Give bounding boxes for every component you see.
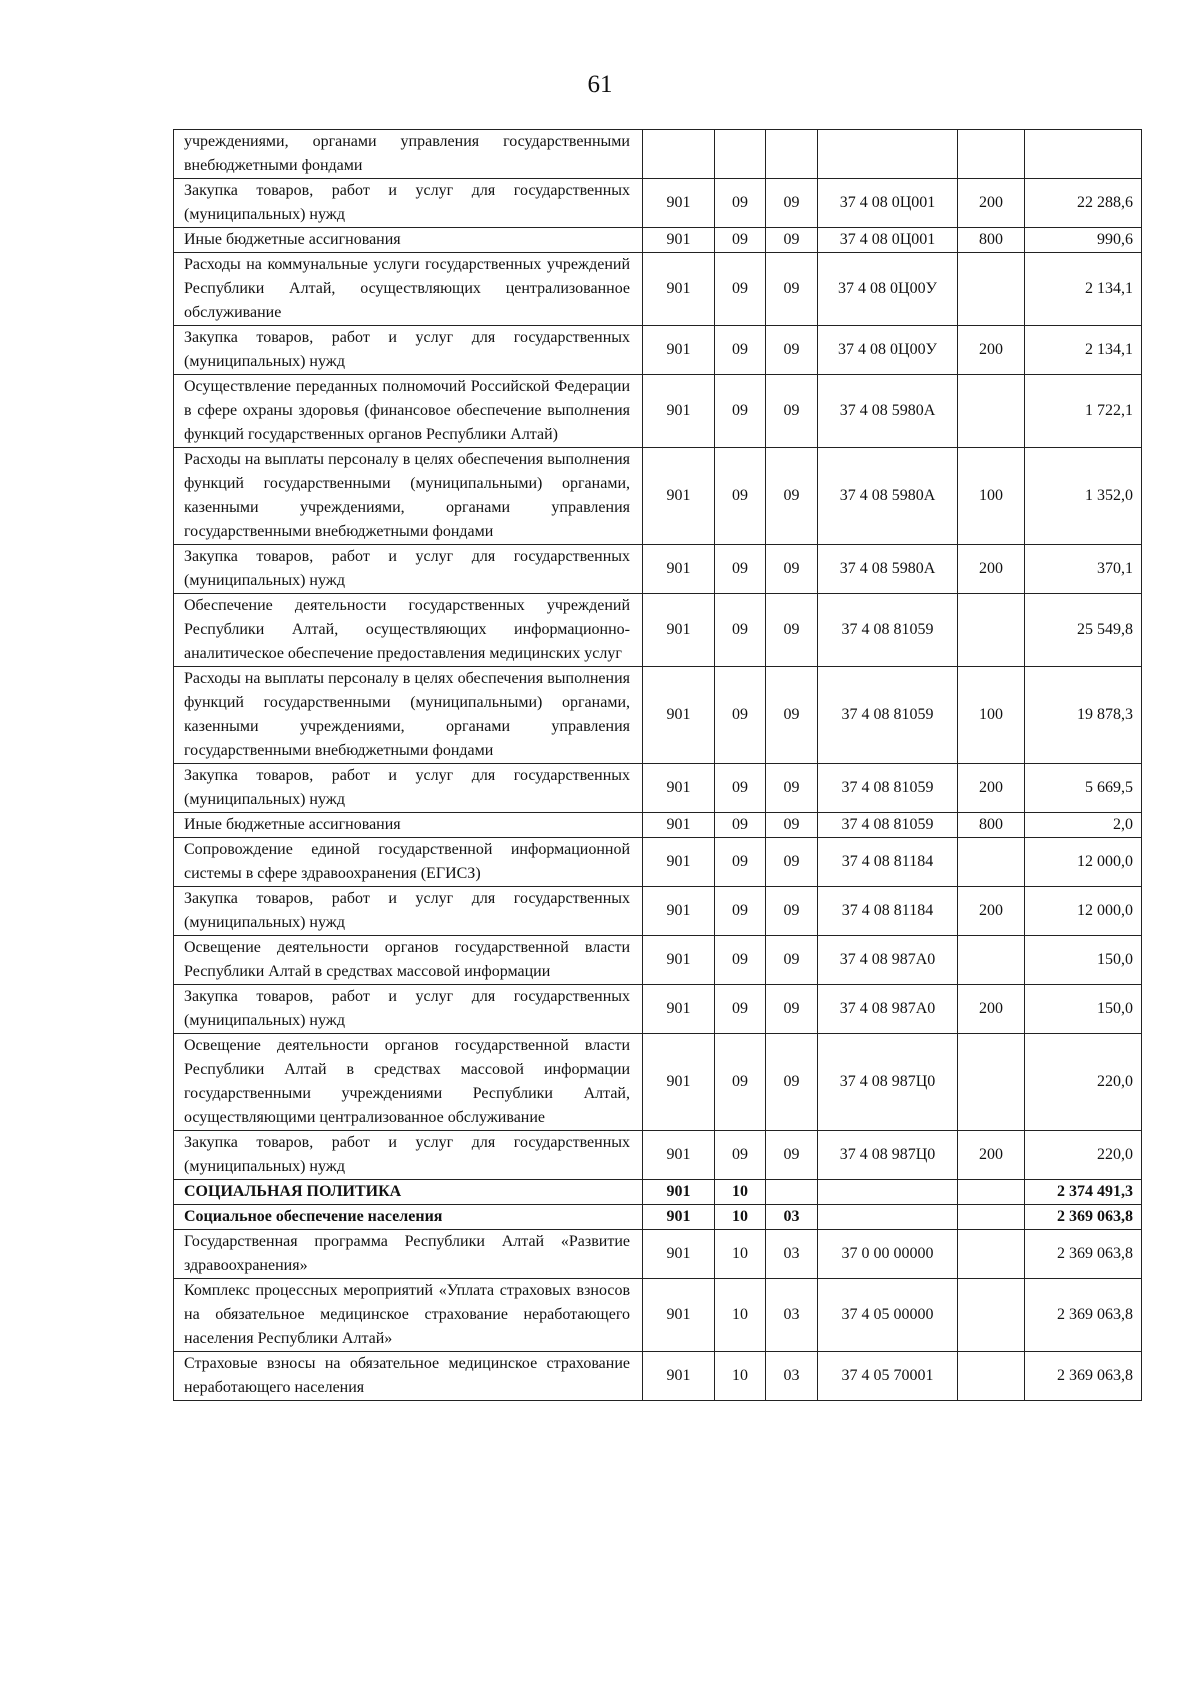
cell-subsection: 09 (766, 1034, 818, 1131)
cell-ministry-code: 901 (643, 1180, 715, 1205)
table-row (174, 253, 1142, 326)
cell-description: Расходы на коммунальные услуги государственных учреждений Республики Алтай, осуществляющих централизованное обслуживание (174, 253, 643, 326)
table-row (174, 667, 1142, 764)
cell-description: Государственная программа Республики Алтай «Развитие здравоохранения» (174, 1230, 643, 1279)
table-row (174, 1279, 1142, 1352)
cell-subsection: 09 (766, 326, 818, 375)
cell-target-code: 37 4 08 5980А (818, 545, 958, 594)
page-number: 61 (587, 71, 613, 98)
cell-description: Социальное обеспечение населения (174, 1205, 643, 1230)
cell-subsection: 09 (766, 228, 818, 253)
cell-description: Обеспечение деятельности государственных учреждений Республики Алтай, осуществляющих информационно-аналитическое обеспечение предоставления медицинских услуг (174, 594, 643, 667)
cell-expense-type (958, 375, 1025, 448)
cell-ministry-code: 901 (643, 179, 715, 228)
cell-ministry-code: 901 (643, 813, 715, 838)
cell-subsection: 09 (766, 936, 818, 985)
table-body (174, 130, 1142, 1401)
table-row (174, 228, 1142, 253)
cell-ministry-code: 901 (643, 1230, 715, 1279)
cell-ministry-code: 901 (643, 448, 715, 545)
cell-section: 09 (715, 1131, 766, 1180)
cell-subsection: 09 (766, 179, 818, 228)
cell-section: 09 (715, 764, 766, 813)
cell-amount: 990,6 (1025, 228, 1142, 253)
cell-target-code (818, 1205, 958, 1230)
cell-section: 09 (715, 375, 766, 448)
cell-ministry-code: 901 (643, 1352, 715, 1401)
cell-target-code: 37 4 05 00000 (818, 1279, 958, 1352)
cell-target-code: 37 4 08 81184 (818, 838, 958, 887)
cell-section: 09 (715, 838, 766, 887)
cell-ministry-code: 901 (643, 1279, 715, 1352)
cell-amount: 2,0 (1025, 813, 1142, 838)
table-row (174, 838, 1142, 887)
cell-amount: 12 000,0 (1025, 838, 1142, 887)
cell-subsection: 03 (766, 1230, 818, 1279)
cell-expense-type (958, 838, 1025, 887)
cell-expense-type: 800 (958, 813, 1025, 838)
cell-amount: 2 369 063,8 (1025, 1279, 1142, 1352)
cell-expense-type (958, 1205, 1025, 1230)
cell-description: учреждениями, органами управления государственными внебюджетными фондами (174, 130, 643, 179)
cell-subsection: 09 (766, 594, 818, 667)
table-row (174, 1230, 1142, 1279)
table-row (174, 375, 1142, 448)
cell-subsection: 09 (766, 838, 818, 887)
cell-amount (1025, 130, 1142, 179)
cell-section: 10 (715, 1279, 766, 1352)
cell-expense-type (958, 1279, 1025, 1352)
cell-section: 09 (715, 667, 766, 764)
cell-description: Сопровождение единой государственной информационной системы в сфере здравоохранения (ЕГИСЗ) (174, 838, 643, 887)
cell-description: Иные бюджетные ассигнования (174, 813, 643, 838)
cell-description: Комплекс процессных мероприятий «Уплата страховых взносов на обязательное медицинское страхование неработающего населения Республики Алтай» (174, 1279, 643, 1352)
cell-section: 09 (715, 985, 766, 1034)
cell-section: 10 (715, 1180, 766, 1205)
cell-target-code: 37 4 08 81059 (818, 594, 958, 667)
cell-expense-type (958, 130, 1025, 179)
cell-target-code: 37 4 08 5980А (818, 375, 958, 448)
cell-subsection (766, 1180, 818, 1205)
cell-subsection: 09 (766, 985, 818, 1034)
cell-ministry-code: 901 (643, 985, 715, 1034)
cell-ministry-code: 901 (643, 936, 715, 985)
cell-expense-type (958, 253, 1025, 326)
cell-subsection: 09 (766, 764, 818, 813)
cell-expense-type: 200 (958, 985, 1025, 1034)
cell-target-code: 37 4 05 70001 (818, 1352, 958, 1401)
cell-expense-type (958, 1034, 1025, 1131)
cell-ministry-code: 901 (643, 1131, 715, 1180)
cell-expense-type (958, 594, 1025, 667)
cell-description: СОЦИАЛЬНАЯ ПОЛИТИКА (174, 1180, 643, 1205)
table-row (174, 130, 1142, 179)
cell-description: Расходы на выплаты персоналу в целях обеспечения выполнения функций государственными (муниципальными) органами, казенными учреждениями, органами управления государственными внебюджетными фондами (174, 448, 643, 545)
cell-ministry-code (643, 130, 715, 179)
cell-expense-type: 200 (958, 326, 1025, 375)
cell-section (715, 130, 766, 179)
cell-amount: 2 369 063,8 (1025, 1352, 1142, 1401)
cell-section: 09 (715, 179, 766, 228)
cell-section: 09 (715, 1034, 766, 1131)
cell-target-code: 37 4 08 987А0 (818, 985, 958, 1034)
cell-description: Освещение деятельности органов государственной власти Республики Алтай в средствах массовой информации (174, 936, 643, 985)
cell-expense-type (958, 1230, 1025, 1279)
cell-target-code: 37 4 08 81059 (818, 764, 958, 813)
cell-target-code: 37 4 08 987А0 (818, 936, 958, 985)
cell-ministry-code: 901 (643, 375, 715, 448)
table-row (174, 985, 1142, 1034)
table-row (174, 1131, 1142, 1180)
cell-ministry-code: 901 (643, 667, 715, 764)
cell-target-code (818, 1180, 958, 1205)
cell-description: Закупка товаров, работ и услуг для государственных (муниципальных) нужд (174, 1131, 643, 1180)
cell-amount: 19 878,3 (1025, 667, 1142, 764)
cell-expense-type: 200 (958, 1131, 1025, 1180)
cell-amount: 150,0 (1025, 985, 1142, 1034)
cell-subsection: 09 (766, 375, 818, 448)
cell-amount: 370,1 (1025, 545, 1142, 594)
table-row (174, 448, 1142, 545)
cell-target-code: 37 4 08 987Ц0 (818, 1131, 958, 1180)
cell-ministry-code: 901 (643, 545, 715, 594)
table-row (174, 1034, 1142, 1131)
table-row (174, 179, 1142, 228)
cell-expense-type (958, 936, 1025, 985)
cell-expense-type: 200 (958, 179, 1025, 228)
cell-subsection: 09 (766, 667, 818, 764)
cell-ministry-code: 901 (643, 228, 715, 253)
table-row (174, 326, 1142, 375)
cell-target-code: 37 4 08 5980А (818, 448, 958, 545)
cell-section: 09 (715, 253, 766, 326)
cell-description: Закупка товаров, работ и услуг для государственных (муниципальных) нужд (174, 326, 643, 375)
table-row (174, 1180, 1142, 1205)
cell-description: Расходы на выплаты персоналу в целях обеспечения выполнения функций государственными (муниципальными) органами, казенными учреждениями, органами управления государственными внебюджетными фондами (174, 667, 643, 764)
cell-amount: 2 134,1 (1025, 326, 1142, 375)
cell-amount: 220,0 (1025, 1034, 1142, 1131)
cell-section: 09 (715, 936, 766, 985)
table-row (174, 764, 1142, 813)
cell-target-code: 37 4 08 987Ц0 (818, 1034, 958, 1131)
table-row (174, 594, 1142, 667)
cell-expense-type: 800 (958, 228, 1025, 253)
cell-description: Закупка товаров, работ и услуг для государственных (муниципальных) нужд (174, 545, 643, 594)
table-row (174, 545, 1142, 594)
cell-target-code: 37 4 08 81059 (818, 667, 958, 764)
cell-section: 09 (715, 448, 766, 545)
cell-subsection: 03 (766, 1352, 818, 1401)
cell-target-code: 37 4 08 0Ц001 (818, 228, 958, 253)
cell-ministry-code: 901 (643, 253, 715, 326)
cell-section: 10 (715, 1352, 766, 1401)
cell-expense-type: 100 (958, 448, 1025, 545)
cell-ministry-code: 901 (643, 326, 715, 375)
cell-description: Закупка товаров, работ и услуг для государственных (муниципальных) нужд (174, 887, 643, 936)
cell-amount: 2 134,1 (1025, 253, 1142, 326)
cell-expense-type: 200 (958, 887, 1025, 936)
cell-target-code: 37 4 08 81184 (818, 887, 958, 936)
cell-expense-type: 200 (958, 545, 1025, 594)
cell-amount: 150,0 (1025, 936, 1142, 985)
cell-subsection: 03 (766, 1279, 818, 1352)
cell-amount: 22 288,6 (1025, 179, 1142, 228)
cell-amount: 25 549,8 (1025, 594, 1142, 667)
cell-section: 09 (715, 326, 766, 375)
cell-subsection: 03 (766, 1205, 818, 1230)
table-row (174, 936, 1142, 985)
cell-amount: 2 369 063,8 (1025, 1205, 1142, 1230)
cell-ministry-code: 901 (643, 1205, 715, 1230)
cell-ministry-code: 901 (643, 594, 715, 667)
cell-section: 09 (715, 887, 766, 936)
cell-subsection: 09 (766, 1131, 818, 1180)
cell-target-code (818, 130, 958, 179)
cell-amount: 1 722,1 (1025, 375, 1142, 448)
cell-subsection: 09 (766, 253, 818, 326)
table-row (174, 1205, 1142, 1230)
cell-target-code: 37 0 00 00000 (818, 1230, 958, 1279)
cell-ministry-code: 901 (643, 1034, 715, 1131)
cell-section: 09 (715, 594, 766, 667)
cell-section: 09 (715, 813, 766, 838)
budget-table (173, 129, 1142, 1401)
cell-ministry-code: 901 (643, 838, 715, 887)
cell-expense-type (958, 1352, 1025, 1401)
cell-expense-type: 200 (958, 764, 1025, 813)
cell-target-code: 37 4 08 0Ц00У (818, 326, 958, 375)
cell-section: 10 (715, 1230, 766, 1279)
cell-subsection: 09 (766, 545, 818, 594)
cell-amount: 2 369 063,8 (1025, 1230, 1142, 1279)
table-row (174, 813, 1142, 838)
cell-description: Иные бюджетные ассигнования (174, 228, 643, 253)
cell-expense-type (958, 1180, 1025, 1205)
cell-target-code: 37 4 08 0Ц001 (818, 179, 958, 228)
cell-ministry-code: 901 (643, 887, 715, 936)
cell-target-code: 37 4 08 0Ц00У (818, 253, 958, 326)
cell-amount: 220,0 (1025, 1131, 1142, 1180)
cell-description: Закупка товаров, работ и услуг для государственных (муниципальных) нужд (174, 179, 643, 228)
cell-description: Закупка товаров, работ и услуг для государственных (муниципальных) нужд (174, 764, 643, 813)
cell-description: Страховые взносы на обязательное медицинское страхование неработающего населения (174, 1352, 643, 1401)
cell-amount: 2 374 491,3 (1025, 1180, 1142, 1205)
cell-subsection: 09 (766, 887, 818, 936)
cell-ministry-code: 901 (643, 764, 715, 813)
cell-amount: 12 000,0 (1025, 887, 1142, 936)
cell-subsection: 09 (766, 813, 818, 838)
cell-amount: 5 669,5 (1025, 764, 1142, 813)
cell-section: 09 (715, 545, 766, 594)
cell-description: Осуществление переданных полномочий Российской Федерации в сфере охраны здоровья (финансовое обеспечение выполнения функций государственных органов Республики Алтай) (174, 375, 643, 448)
table-row (174, 1352, 1142, 1401)
cell-subsection: 09 (766, 448, 818, 545)
cell-section: 09 (715, 228, 766, 253)
table-row (174, 887, 1142, 936)
cell-amount: 1 352,0 (1025, 448, 1142, 545)
cell-expense-type: 100 (958, 667, 1025, 764)
cell-description: Освещение деятельности органов государственной власти Республики Алтай в средствах массовой информации государственными учреждениями Республики Алтай, осуществляющими централизованное обслуживание (174, 1034, 643, 1131)
cell-target-code: 37 4 08 81059 (818, 813, 958, 838)
cell-subsection (766, 130, 818, 179)
cell-section: 10 (715, 1205, 766, 1230)
cell-description: Закупка товаров, работ и услуг для государственных (муниципальных) нужд (174, 985, 643, 1034)
